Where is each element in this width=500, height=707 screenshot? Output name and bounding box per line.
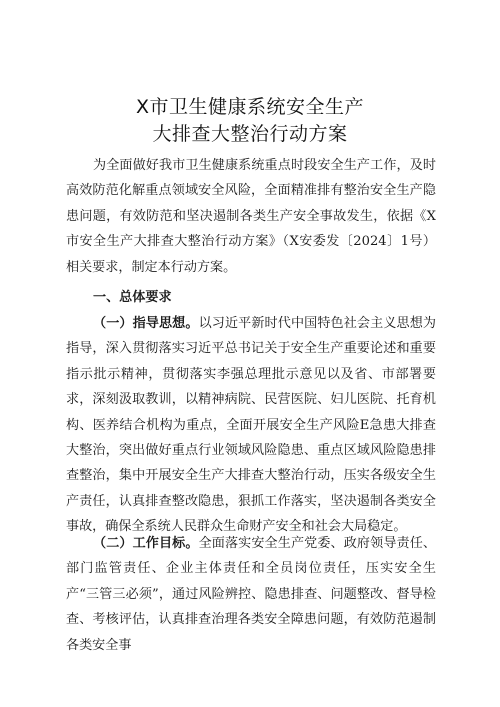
document-title-line-2: 大排查大整治行动方案 [152, 123, 348, 145]
paragraph-work-objectives [66, 531, 436, 658]
paragraph-body-work-objectives: 全面落实安全生产党委、政府领导责任、部门监管责任、企业主体责任和全员岗位责任，压实安全生产“三管三必须”，通过风险辨控、隐患排查、问题整改、督导检查、考核评估，认真排查治理各类安全障患问题，有效防范遏制各类安全事 [66, 536, 437, 653]
paragraph-lead-guiding-ideology: （一）指导思想。 [93, 316, 199, 331]
section-heading-general-requirements: 一、总体要求 [93, 290, 172, 305]
paragraph-body-guiding-ideology: 以习近平新时代中国特色社会主义思想为指导，深入贯彻落实习近平总书记关于安全生产重要论述和重要指示批示精神，贯彻落实李强总理批示意见以及省、市部署要求，深刻汲取教训，以精神病院、民营医院、妇儿医院、托育机构、医养结合机构为重点，全面开展安全生产风险E急患大排查大整治，突出做好重点行业领域风险隐患、重点区域风险隐患排查整治，集中开展安全生产大排查大整治行动，压实各级安全生产责任，认真排查整改隐患，狠抓工作落实，坚决遏制各类安全事故，确保全系统人民群众生命财产安全和社会大局稳定。 [66, 316, 437, 535]
intro-paragraph: 为全面做好我市卫生健康系统重点时段安全生产工作，及时高效防范化解重点领域安全风险，全面精准排有整治安全生产隐患问题，有效防范和坚决遏制各类生产安全事故发生，依据《X市安全生产大排查大整治行动方案》（X安委发〔2024〕1号）相关要求，制定本行动方案。 [66, 158, 436, 275]
paragraph-guiding-ideology [66, 311, 436, 540]
paragraph-lead-work-objectives: （二）工作目标。 [93, 536, 199, 551]
document-title-line-1: X市卫生健康系统安全生产 [135, 96, 365, 118]
